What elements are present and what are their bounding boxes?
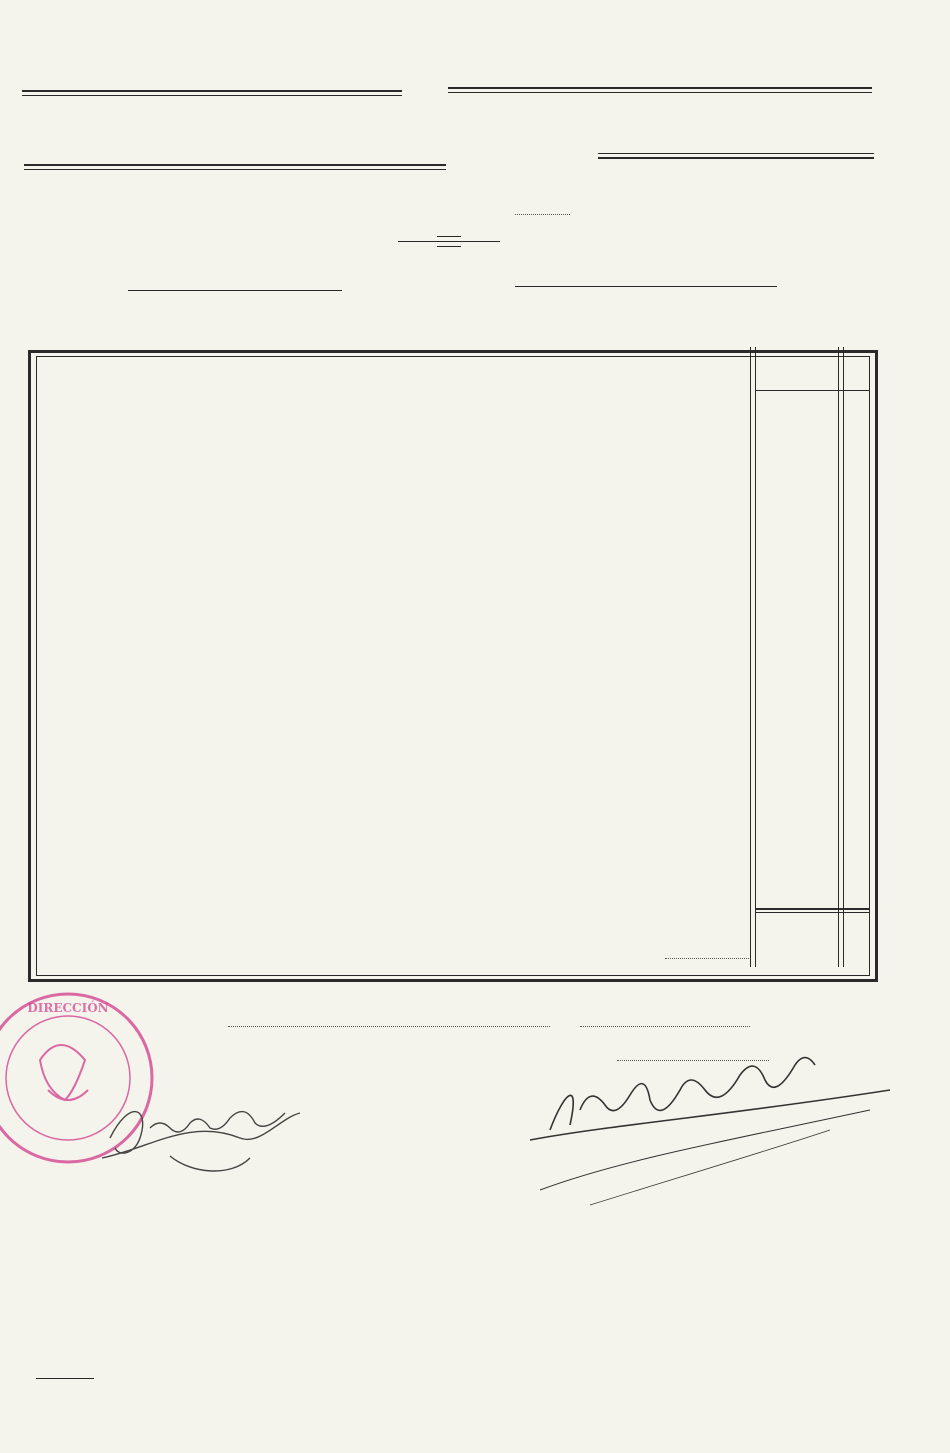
ayuntamiento-underline xyxy=(448,87,872,89)
year-title xyxy=(325,186,329,226)
alcalde-signature xyxy=(90,1078,330,1188)
capitulo-nombre-underline xyxy=(515,286,777,287)
secretario-signature xyxy=(470,1050,910,1220)
provincia-underline xyxy=(22,90,402,92)
presupuesto-underline xyxy=(24,164,446,166)
ornament-icon xyxy=(437,236,461,247)
seal-text: DIRECCIÓN xyxy=(27,1001,109,1015)
table-inner-frame xyxy=(36,356,870,976)
tipo-underline xyxy=(598,153,874,154)
capitulo-underline xyxy=(128,290,342,291)
